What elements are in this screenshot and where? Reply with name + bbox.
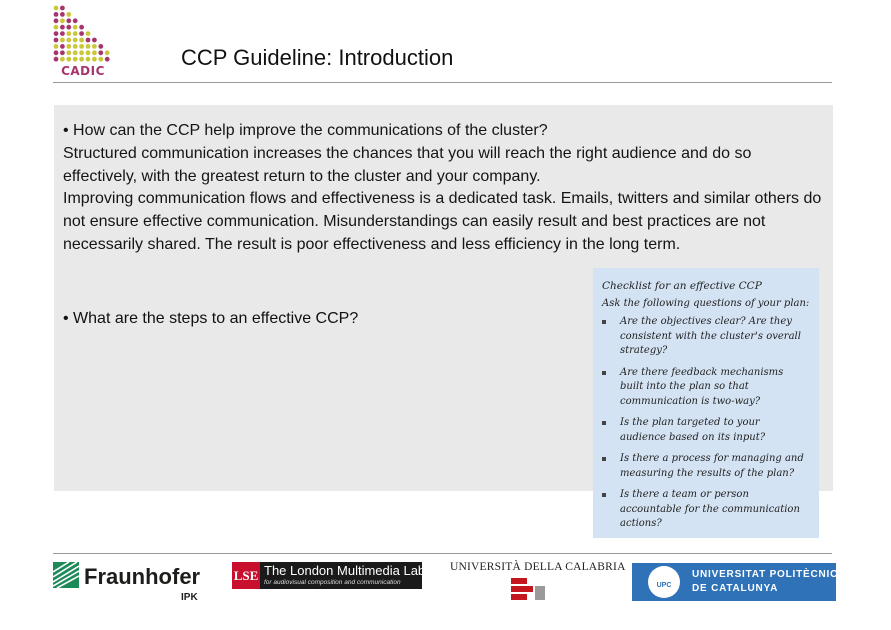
bullet-icon [602,320,606,324]
cadic-dot [86,38,91,43]
checklist-item-text: Is there a process for managing and measuring the results of the plan? [620,453,804,479]
cadic-dot [73,57,78,62]
cadic-dot [73,18,78,23]
cadic-dot [66,44,71,49]
upc-emblem-text: UPC [656,582,672,589]
checklist-item [593,452,819,481]
cadic-dot [54,25,59,30]
unical-mark-icon [511,578,545,600]
paragraph-structured-communication: Structured communication increases the chances that you will reach the right audience and do so effectively, with the greatest return to the cluster and your company. [63,144,752,185]
checklist-item-text: Is the plan targeted to your audience based on its input? [620,417,766,443]
cadic-dot [60,57,65,62]
cadic-dot [54,6,59,11]
bullet-icon [602,421,606,425]
cadic-dot [66,25,71,30]
lse-logo-title: The London Multimedia Lab [264,563,426,578]
checklist-box [593,268,819,538]
cadic-dot [66,12,71,17]
lse-badge: LSE [232,562,260,589]
cadic-dot [60,6,65,11]
cadic-dot [54,31,59,36]
cadic-dot [79,50,84,55]
cadic-dot [98,44,103,49]
cadic-dot [86,57,91,62]
body-text [63,120,828,257]
cadic-dot [105,57,110,62]
cadic-dot [86,44,91,49]
fraunhofer-ipk-text: IPK [181,592,198,603]
cadic-dot [54,44,59,49]
fraunhofer-mark-icon [53,562,79,588]
cadic-dot [105,50,110,55]
bullet-icon [602,457,606,461]
cadic-dot [86,50,91,55]
cadic-dot [92,50,97,55]
unical-logo-text: UNIVERSITÀ DELLA CALABRIA [450,561,626,573]
cadic-dot [79,57,84,62]
cadic-dot [60,12,65,17]
checklist-item-text: Are the objectives clear? Are they consistent with the cluster's overall strategy? [620,316,801,356]
cadic-dot [98,57,103,62]
cadic-dot [73,38,78,43]
cadic-dot [79,38,84,43]
cadic-dot [66,57,71,62]
checklist-item-text: Is there a team or person accountable for the communication actions? [620,489,800,529]
cadic-logo-text: CADIC [61,64,105,78]
upc-logo-line2: DE CATALUNYA [692,583,779,594]
cadic-dot [86,31,91,36]
fraunhofer-logo-text: Fraunhofer [84,564,201,589]
cadic-dot [54,12,59,17]
cadic-dot [60,31,65,36]
cadic-dot [60,18,65,23]
question-communications: • How can the CCP help improve the communications of the cluster? [63,122,548,139]
cadic-dot [54,18,59,23]
checklist-item [593,315,819,359]
cadic-dot [79,44,84,49]
checklist-lead: Ask the following questions of your plan: [602,298,810,309]
cadic-dot [54,50,59,55]
page-title: CCP Guideline: Introduction [181,45,454,70]
cadic-dot [54,38,59,43]
checklist-item [593,488,819,532]
cadic-dot [73,25,78,30]
checklist-item-text: Are there feedback mechanisms built into the plan so that communication is two-way? [620,366,784,407]
header-divider [53,82,832,83]
question-steps: • What are the steps to an effective CCP? [63,310,359,327]
bullet-icon [602,493,606,497]
paragraph-communication-flows: Improving communication flows and effectiveness is a dedicated task. Emails, twitters and similar others do not ensure effective communication. Misunderstandings can easily result and best practices are not necessarily shared. The result is poor effectiveness and less efficiency in the long term. [63,190,822,253]
cadic-dot [66,18,71,23]
upc-logo-line1: UNIVERSITAT POLITÈCNICA [692,569,847,580]
cadic-dot [66,38,71,43]
checklist-item [593,366,819,410]
cadic-dot [98,50,103,55]
cadic-dot [92,57,97,62]
cadic-dot [79,25,84,30]
checklist-item [593,416,819,445]
cadic-dot [60,25,65,30]
cadic-dot [73,31,78,36]
checklist-list [593,315,819,538]
lse-logo-subtitle: for audiovisual composition and communication [264,579,401,586]
cadic-dot [73,50,78,55]
cadic-dot [66,31,71,36]
cadic-dot [92,44,97,49]
cadic-dot [73,44,78,49]
cadic-dot [92,38,97,43]
cadic-dot [60,44,65,49]
footer-divider [53,553,832,554]
cadic-dot [60,50,65,55]
cadic-dot [60,38,65,43]
checklist-title: Checklist for an effective CCP [602,280,762,292]
cadic-dot [79,31,84,36]
cadic-dot [66,50,71,55]
bullet-icon [602,371,606,375]
cadic-dot [54,57,59,62]
